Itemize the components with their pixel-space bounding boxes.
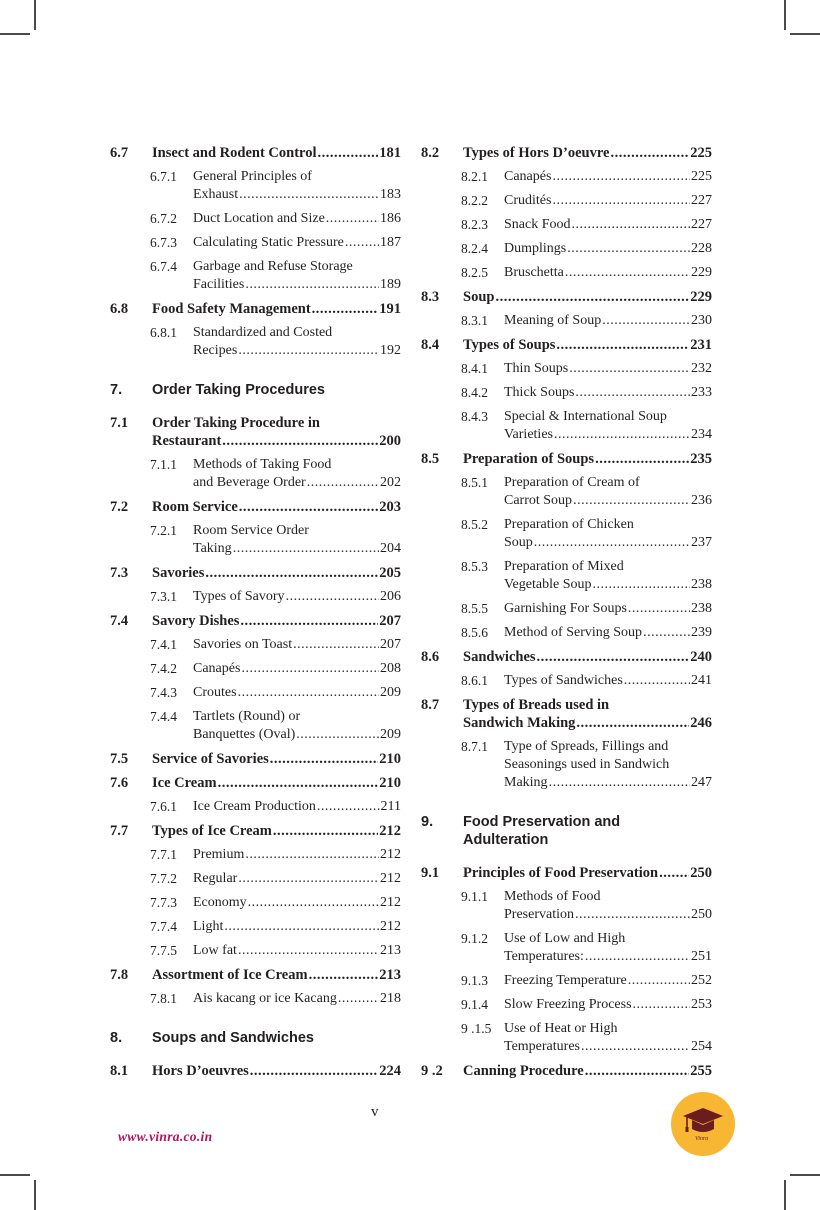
toc-entry-number: 7.4 xyxy=(110,613,129,629)
toc-entry-title: Economy xyxy=(193,895,247,910)
toc-page-number: 252 xyxy=(691,973,712,988)
toc-entry-number: 8.6.1 xyxy=(461,673,488,688)
toc-entry-number: 7.8 xyxy=(110,967,129,983)
toc-entry-title: Canning Procedure xyxy=(463,1063,584,1079)
toc-entry-title: Standardized and Costed xyxy=(193,325,333,340)
dot-leader xyxy=(233,540,379,558)
toc-entry-number: 7.1 xyxy=(110,415,129,431)
toc-entry-number: 8. xyxy=(110,1030,123,1046)
toc-entry-number: 6.7.1 xyxy=(150,169,177,184)
toc-page-number: 241 xyxy=(691,673,712,688)
toc-page-number: 212 xyxy=(380,919,401,934)
dot-leader xyxy=(549,774,690,792)
toc-page-number: 251 xyxy=(691,949,712,964)
toc-entry-title: Food Safety Management xyxy=(152,301,311,317)
toc-page-number: 225 xyxy=(691,169,712,184)
dot-leader xyxy=(326,210,379,228)
toc-entry-number: 7.7.1 xyxy=(150,847,177,862)
toc-page-number: 232 xyxy=(691,361,712,376)
toc-entry-title: Ais kacang or ice Kacang xyxy=(193,991,337,1006)
toc-entry-number: 9.1.1 xyxy=(461,889,488,904)
toc-page-number: 236 xyxy=(691,493,712,508)
toc-entry-title: Method of Serving Soup xyxy=(504,625,643,640)
dot-leader xyxy=(610,144,689,162)
toc-page-number: 181 xyxy=(379,145,401,161)
toc-page-number: 225 xyxy=(690,145,712,161)
toc-page-number: 234 xyxy=(691,427,712,442)
svg-text:Vinra: Vinra xyxy=(695,1136,709,1142)
toc-entry-number: 7.1.1 xyxy=(150,457,177,472)
toc-entry-title: Regular xyxy=(193,871,238,886)
toc-page-number: 238 xyxy=(691,577,712,592)
toc-entry-title: Order Taking Procedures xyxy=(152,382,325,398)
toc-entry-title: Assortment of Ice Cream xyxy=(152,967,308,983)
toc-entry-title: Meaning of Soup xyxy=(504,313,602,328)
toc-entry-title: and Beverage Order xyxy=(193,475,306,490)
toc-entry-title: Vegetable Soup xyxy=(504,577,592,592)
toc-entry-title: Hors D’oeuvres xyxy=(152,1063,249,1079)
toc-entry-number: 7.2 xyxy=(110,499,129,515)
toc-entry-number: 8.4.3 xyxy=(461,409,488,424)
toc-entry-title: Savory Dishes xyxy=(152,613,240,629)
toc-entry-number: 7.2.1 xyxy=(150,523,177,538)
dot-leader xyxy=(534,534,690,552)
toc-entry-title: Sandwiches xyxy=(463,649,536,665)
crop-mark-top-left-vertical xyxy=(34,0,36,30)
dot-leader xyxy=(312,300,379,318)
toc-page-number: 186 xyxy=(380,211,401,226)
dot-leader xyxy=(338,990,379,1008)
crop-mark-top-right-horizontal xyxy=(790,33,820,35)
toc-entry-title: Bruschetta xyxy=(504,265,564,280)
toc-entry-number: 8.2.5 xyxy=(461,265,488,280)
toc-entry-title: Types of Savory xyxy=(193,589,285,604)
toc-entry-title: Types of Soups xyxy=(463,337,556,353)
dot-leader xyxy=(250,1062,378,1080)
toc-entry-title: Adulteration xyxy=(463,832,549,848)
toc-entry-title: Preservation xyxy=(504,907,574,922)
toc-page-number: 218 xyxy=(380,991,401,1006)
toc-entry-title: Making xyxy=(504,775,548,790)
dot-leader xyxy=(345,234,379,252)
toc-page-number: 254 xyxy=(691,1039,712,1054)
toc-page-number: 210 xyxy=(379,775,401,791)
toc-entry-number: 8.7 xyxy=(421,697,440,713)
toc-entry-title: Types of Ice Cream xyxy=(152,823,272,839)
dot-leader xyxy=(575,384,690,402)
dot-leader xyxy=(307,474,379,492)
toc-page-number: 191 xyxy=(379,301,401,317)
dot-leader xyxy=(239,498,378,516)
toc-entry-title: Croutes xyxy=(193,685,237,700)
toc-page-number: 208 xyxy=(380,661,401,676)
dot-leader xyxy=(241,660,379,678)
toc-entry-title: Sandwich Making xyxy=(463,715,576,731)
dot-leader xyxy=(628,600,690,618)
toc-entry-number: 7.6.1 xyxy=(150,799,177,814)
toc-entry-title: Light xyxy=(193,919,224,934)
toc-entry-title: Soup xyxy=(463,289,495,305)
toc-entry-title: Preparation of Soups xyxy=(463,451,595,467)
toc-entry-number: 7.3.1 xyxy=(150,589,177,604)
toc-entry-number: 9.1.3 xyxy=(461,973,488,988)
toc-entry-title: Canapés xyxy=(193,661,241,676)
toc-entry-number: 9.1.4 xyxy=(461,997,488,1012)
toc-entry-title: Insect and Rodent Control xyxy=(152,145,317,161)
toc-entry-title: Varieties xyxy=(504,427,553,442)
toc-entry-title: Use of Heat or High xyxy=(504,1021,618,1036)
crop-mark-top-right-vertical xyxy=(784,0,786,30)
toc-entry-title: Duct Location and Size xyxy=(193,211,325,226)
toc-entry-number: 8.5.5 xyxy=(461,601,488,616)
dot-leader xyxy=(273,822,378,840)
toc-entry-number: 8.6 xyxy=(421,649,440,665)
dot-leader xyxy=(238,942,379,960)
dot-leader xyxy=(585,948,690,966)
dot-leader xyxy=(239,186,379,204)
toc-entry-title: Special & International Soup xyxy=(504,409,667,424)
toc-page-number: 212 xyxy=(380,847,401,862)
toc-page-number: 238 xyxy=(691,601,712,616)
dot-leader xyxy=(238,870,379,888)
toc-entry-number: 9 .2 xyxy=(421,1063,443,1079)
dot-leader xyxy=(248,894,379,912)
toc-entry-number: 8.5.1 xyxy=(461,475,488,490)
toc-page-number: 230 xyxy=(691,313,712,328)
toc-entry-title: Thick Soups xyxy=(504,385,575,400)
dot-leader xyxy=(309,966,379,984)
toc-page-number: 250 xyxy=(690,865,712,881)
toc-entry-title: Soup xyxy=(504,535,533,550)
toc-page-number: 224 xyxy=(379,1063,401,1079)
toc-entry-number: 6.7 xyxy=(110,145,129,161)
dot-leader xyxy=(585,1062,690,1080)
toc-entry-title: Snack Food xyxy=(504,217,571,232)
toc-entry-number: 6.7.2 xyxy=(150,211,177,226)
dot-leader xyxy=(238,342,379,360)
toc-entry-title: Methods of Taking Food xyxy=(193,457,332,472)
toc-entry-number: 7.7 xyxy=(110,823,129,839)
crop-mark-top-left-horizontal xyxy=(0,33,30,35)
toc-page-number: 227 xyxy=(691,217,712,232)
toc-entry-title: Preparation of Mixed xyxy=(504,559,624,574)
toc-page-number: 247 xyxy=(691,775,712,790)
toc-entry-number: 8.2.4 xyxy=(461,241,488,256)
toc-entry-title: Types of Breads used in xyxy=(463,697,610,713)
toc-entry-title: Banquettes (Oval) xyxy=(193,727,296,742)
toc-page-number: 202 xyxy=(380,475,401,490)
toc-entry-number: 9 .1.5 xyxy=(461,1021,492,1036)
toc-page-number: 253 xyxy=(691,997,712,1012)
toc-entry-title: Ice Cream Production xyxy=(193,799,316,814)
toc-page-number: 192 xyxy=(380,343,401,358)
website-link[interactable]: www.vinra.co.in xyxy=(118,1129,213,1144)
dot-leader xyxy=(224,918,379,936)
toc-entry-title: Food Preservation and xyxy=(463,814,621,830)
dot-leader xyxy=(554,426,690,444)
toc-entry-number: 8.7.1 xyxy=(461,739,488,754)
toc-entry-title: Service of Savories xyxy=(152,751,269,767)
toc-entry-title: Temperatures: xyxy=(504,949,584,964)
toc-entry-title: Preparation of Cream of xyxy=(504,475,640,490)
toc-page-number: 235 xyxy=(690,451,712,467)
dot-leader xyxy=(572,216,691,234)
toc-entry-number: 8.4 xyxy=(421,337,440,353)
toc-entry-number: 8.1 xyxy=(110,1063,129,1079)
dot-leader xyxy=(317,798,380,816)
toc-entry-title: Garnishing For Soups xyxy=(504,601,627,616)
toc-entry-number: 7.8.1 xyxy=(150,991,177,1006)
toc-page-number: 205 xyxy=(379,565,401,581)
dot-leader xyxy=(643,624,690,642)
toc-page-number: 246 xyxy=(690,715,712,731)
dot-leader xyxy=(575,906,690,924)
toc-page-number: 237 xyxy=(691,535,712,550)
dot-leader xyxy=(628,972,690,990)
toc-entry-number: 8.2.3 xyxy=(461,217,488,232)
page-number: v xyxy=(371,1104,379,1120)
crop-mark-bottom-left-horizontal xyxy=(0,1174,30,1176)
toc-entry-title: Facilities xyxy=(193,277,245,292)
toc-page-number: 187 xyxy=(380,235,401,250)
toc-entry-title: Room Service xyxy=(152,499,238,515)
toc-page-number: 204 xyxy=(380,541,401,556)
toc-entry-title: Garbage and Refuse Storage xyxy=(193,259,353,274)
toc-page-number: 239 xyxy=(691,625,712,640)
dot-leader xyxy=(592,576,690,594)
toc-page-number: 228 xyxy=(691,241,712,256)
toc-page-number: 212 xyxy=(379,823,401,839)
toc-entry-title: Crudités xyxy=(504,193,552,208)
toc-entry-title: Slow Freezing Process xyxy=(504,997,632,1012)
dot-leader xyxy=(317,144,378,162)
dot-leader xyxy=(565,264,690,282)
toc-page-number: 229 xyxy=(690,289,712,305)
dot-leader xyxy=(581,1038,690,1056)
toc-entry-title: Soups and Sandwiches xyxy=(152,1030,314,1046)
toc-entry-number: 9.1.2 xyxy=(461,931,488,946)
dot-leader xyxy=(633,996,690,1014)
toc-entry-number: 8.3.1 xyxy=(461,313,488,328)
toc-entry-title: Methods of Food xyxy=(504,889,601,904)
dot-leader xyxy=(537,648,690,666)
toc-entry-title: Seasonings used in Sandwich xyxy=(504,757,670,772)
toc-entry-title: Tartlets (Round) or xyxy=(193,709,301,724)
toc-entry-number: 6.8.1 xyxy=(150,325,177,340)
dot-leader xyxy=(567,240,690,258)
dot-leader xyxy=(286,588,379,606)
toc-entry-title: Taking xyxy=(193,541,232,556)
dot-leader xyxy=(552,168,690,186)
toc-entry-title: Freezing Temperature xyxy=(504,973,627,988)
dot-leader xyxy=(296,726,379,744)
toc-page-number: 255 xyxy=(690,1063,712,1079)
toc-entry-title: Temperatures xyxy=(504,1039,580,1054)
toc-entry-number: 7.4.2 xyxy=(150,661,177,676)
toc-entry-number: 7.4.4 xyxy=(150,709,177,724)
toc-page-number: 213 xyxy=(380,943,401,958)
toc-page-number: 210 xyxy=(379,751,401,767)
toc-entry-number: 7.5 xyxy=(110,751,129,767)
toc-entry-number: 7.4.3 xyxy=(150,685,177,700)
dot-leader xyxy=(222,432,378,450)
toc-page-number: 233 xyxy=(691,385,712,400)
toc-page-number: 213 xyxy=(379,967,401,983)
toc-entry-title: Use of Low and High xyxy=(504,931,626,946)
toc-entry-number: 7.3 xyxy=(110,565,129,581)
toc-entry-number: 8.5.3 xyxy=(461,559,488,574)
toc-entry-title: Restaurant xyxy=(152,433,222,449)
graduation-cap-icon xyxy=(681,1104,725,1144)
toc-entry-title: Thin Soups xyxy=(504,361,569,376)
toc-entry-number: 7. xyxy=(110,382,123,398)
toc-entry-title: Ice Cream xyxy=(152,775,217,791)
toc-entry-number: 6.7.3 xyxy=(150,235,177,250)
toc-page-number: 183 xyxy=(380,187,401,202)
toc-page-number: 227 xyxy=(691,193,712,208)
toc-entry-title: Type of Spreads, Fillings and xyxy=(504,739,669,754)
toc-entry-title: Savories on Toast xyxy=(193,637,293,652)
dot-leader xyxy=(569,360,690,378)
crop-mark-bottom-left-vertical xyxy=(34,1180,36,1210)
toc-entry-number: 8.5.2 xyxy=(461,517,488,532)
toc-entry-number: 9.1 xyxy=(421,865,440,881)
toc-page-number: 203 xyxy=(379,499,401,515)
toc-page-number: 200 xyxy=(379,433,401,449)
toc-page-number: 212 xyxy=(380,871,401,886)
toc-page-number: 207 xyxy=(379,613,401,629)
toc-entry-title: Exhaust xyxy=(193,187,239,202)
dot-leader xyxy=(624,672,690,690)
toc-entry-number: 8.2.2 xyxy=(461,193,488,208)
dot-leader xyxy=(595,450,689,468)
dot-leader xyxy=(556,336,689,354)
toc-entry-number: 7.7.3 xyxy=(150,895,177,910)
toc-entry-number: 7.7.4 xyxy=(150,919,177,934)
toc-entry-title: Preparation of Chicken xyxy=(504,517,634,532)
toc-page-number: 231 xyxy=(690,337,712,353)
toc-entry-title: Calculating Static Pressure xyxy=(193,235,344,250)
dot-leader xyxy=(218,774,379,792)
dot-leader xyxy=(205,564,378,582)
toc-entry-number: 8.5.6 xyxy=(461,625,488,640)
toc-entry-number: 7.4.1 xyxy=(150,637,177,652)
toc-entry-number: 8.2 xyxy=(421,145,440,161)
toc-entry-title: Recipes xyxy=(193,343,238,358)
toc-page-number: 189 xyxy=(380,277,401,292)
crop-mark-bottom-right-horizontal xyxy=(790,1174,820,1176)
toc-entry-title: Savories xyxy=(152,565,205,581)
dot-leader xyxy=(552,192,690,210)
toc-entry-number: 7.6 xyxy=(110,775,129,791)
toc-entry-number: 6.8 xyxy=(110,301,129,317)
dot-leader xyxy=(602,312,690,330)
toc-page-number: 206 xyxy=(380,589,401,604)
dot-leader xyxy=(238,684,379,702)
dot-leader xyxy=(270,750,378,768)
toc-entry-number: 8.4.2 xyxy=(461,385,488,400)
toc-entry-title: Carrot Soup xyxy=(504,493,573,508)
dot-leader xyxy=(240,612,378,630)
dot-leader xyxy=(573,492,690,510)
toc-entry-title: Order Taking Procedure in xyxy=(152,415,320,431)
dot-leader xyxy=(495,288,689,306)
toc-page-number: 207 xyxy=(380,637,401,652)
toc-page-number: 209 xyxy=(380,685,401,700)
toc-entry-number: 8.5 xyxy=(421,451,440,467)
crop-mark-bottom-right-vertical xyxy=(784,1180,786,1210)
toc-entry-number: 7.7.2 xyxy=(150,871,177,886)
dot-leader xyxy=(293,636,379,654)
toc-entry-number: 8.2.1 xyxy=(461,169,488,184)
toc-entry-title: Dumplings xyxy=(504,241,567,256)
toc-entry-title: Low fat xyxy=(193,943,237,958)
toc-entry-title: Canapés xyxy=(504,169,552,184)
toc-page-number: 211 xyxy=(380,799,401,814)
dot-leader xyxy=(576,714,689,732)
toc-entry-number: 8.4.1 xyxy=(461,361,488,376)
toc-entry-title: Room Service Order xyxy=(193,523,309,538)
toc-entry-title: General Principles of xyxy=(193,169,312,184)
toc-entry-title: Premium xyxy=(193,847,245,862)
toc-entry-title: Types of Hors D’oeuvre xyxy=(463,145,610,161)
toc-page-number: 209 xyxy=(380,727,401,742)
toc-entry-number: 8.3 xyxy=(421,289,440,305)
toc-page-number: 250 xyxy=(691,907,712,922)
toc-entry-number: 9. xyxy=(421,814,434,830)
toc-entry-number: 7.7.5 xyxy=(150,943,177,958)
toc-page-number: 240 xyxy=(690,649,712,665)
toc-entry-title: Principles of Food Preservation xyxy=(463,865,659,881)
dot-leader xyxy=(245,846,379,864)
toc-page-number: 229 xyxy=(691,265,712,280)
toc-entry-title: Types of Sandwiches xyxy=(504,673,623,688)
toc-page-number: 212 xyxy=(380,895,401,910)
dot-leader xyxy=(659,864,689,882)
toc-entry-number: 6.7.4 xyxy=(150,259,177,274)
publisher-logo xyxy=(671,1092,735,1156)
dot-leader xyxy=(245,276,379,294)
